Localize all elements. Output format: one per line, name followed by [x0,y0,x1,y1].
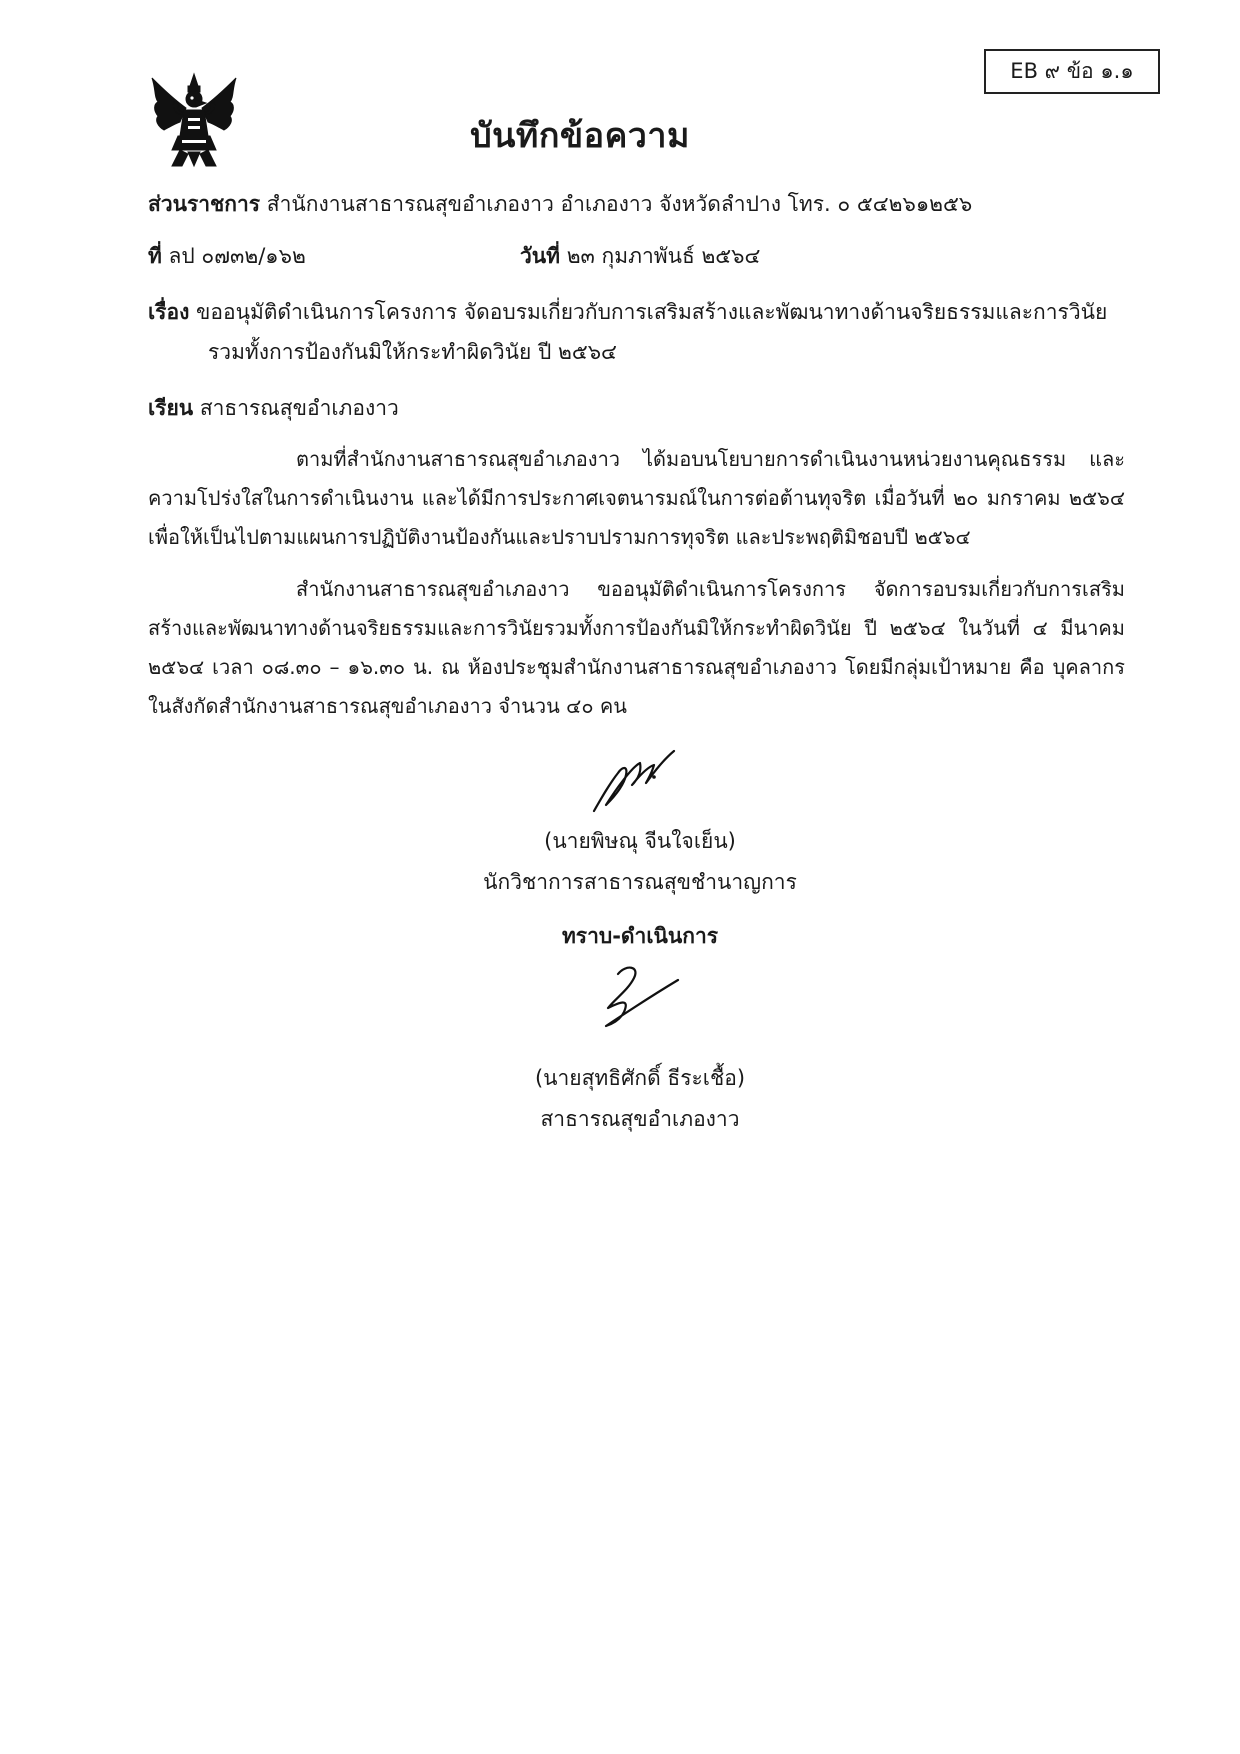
body-paragraph-1: ตามที่สำนักงานสาธารณสุขอำเภองาว ได้มอบนโยบายการดำเนินงานหน่วยงานคุณธรรม และความโปร่งใสในการดำเนินงาน และได้มีการประกาศเจตนารมณ์ในการต่อต้านทุจริต เมื่อวันที่ ๒๐ มกราคม ๒๕๖๔ เพื่อให้เป็นไปตามแผนการปฏิบัติงานป้องกันและปราบปรามการทุจริต และประพฤติมิชอบปี ๒๕๖๔ [148,447,1126,549]
addressee-label: เรียน [148,396,194,420]
page-title: บันทึกข้อความ [470,116,690,156]
ref-number-value: ลป ๐๗๓๒/๑๖๒ [168,244,306,268]
signature-2 [600,958,680,1028]
signature-1 [588,745,678,817]
addressee-line [148,392,399,425]
subject-text-line1: ขออนุมัติดำเนินการโครงการ จัดอบรมเกี่ยวกับการเสริมสร้างและพัฒนาทางด้านจริยธรรมและการวินัย [196,300,1108,324]
date-value: ๒๓ กุมภาพันธ์ ๒๕๖๔ [566,244,761,268]
ref-number-label: ที่ [148,244,162,268]
reference-code-box: EB ๙ ข้อ ๑.๑ [984,49,1160,94]
agency-line [148,188,972,221]
agency-label: ส่วนราชการ [148,192,261,216]
signer-1-name: (นายพิษณุ จีนใจเย็น) [544,829,736,853]
ref-number-line [148,240,306,273]
subject-label: เรื่อง [148,300,190,324]
signer-2-name: (นายสุทธิศักดิ์ ธีระเชื้อ) [534,1066,746,1090]
signer-1-position: นักวิชาการสาธารณสุขชำนาญการ [483,870,797,894]
subject-line [148,296,1107,329]
date-line [520,240,760,273]
date-label: วันที่ [520,244,560,268]
signer-2-position: สาธารณสุขอำเภองาว [540,1107,740,1131]
body-paragraph-2: สำนักงานสาธารณสุขอำเภองาว ขออนุมัติดำเนินการโครงการ จัดการอบรมเกี่ยวกับการเสริมสร้างและพัฒนาทางด้านจริยธรรมและการวินัยรวมทั้งการป้องกันมิให้กระทำผิดวินัย ปี ๒๕๖๔ ในวันที่ ๔ มีนาคม ๒๕๖๔ เวลา ๐๘.๓๐ – ๑๖.๓๐ น. ณ ห้องประชุมสำนักงานสาธารณสุขอำเภองาว โดยมีกลุ่มเป้าหมาย คือ บุคลากร ในสังกัดสำนักงานสาธารณสุขอำเภองาว จำนวน ๔๐ คน [148,577,1125,718]
agency-value: สำนักงานสาธารณสุขอำเภองาว อำเภองาว จังหวัดลำปาง โทร. ๐ ๕๔๒๖๑๒๕๖ [266,192,973,216]
subject-text-line2: รวมทั้งการป้องกันมิให้กระทำผิดวินัย ปี ๒๕๖๔ [208,340,617,364]
approval-note: ทราบ-ดำเนินการ [561,924,719,948]
addressee-value: สาธารณสุขอำเภองาว [199,396,399,420]
